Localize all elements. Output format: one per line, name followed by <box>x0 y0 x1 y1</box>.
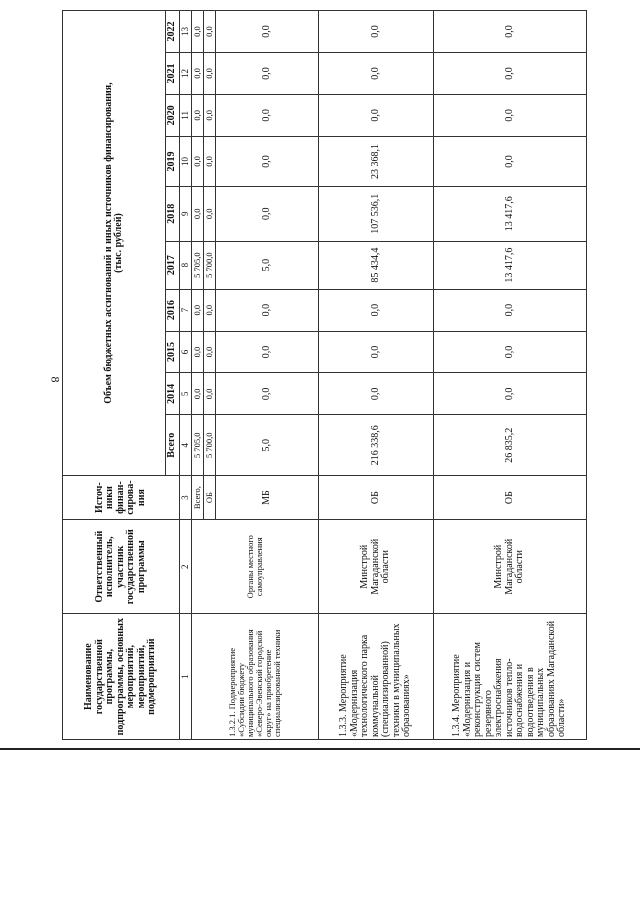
row1-source: Всего, <box>191 476 203 520</box>
col-number: 2 <box>179 520 191 614</box>
cell: 5 700,0 <box>203 415 215 476</box>
cell: 0,0 <box>318 289 433 331</box>
cell: 0,0 <box>433 94 586 136</box>
row3-source: ОБ <box>433 476 586 520</box>
cell: 0,0 <box>203 331 215 373</box>
row1-name: 1.3.2.1. Подмероприятие «Субсидии бюджету муниципального образования «Северо-Эвенский городской округ» на приобретение специализированной техники <box>191 614 318 740</box>
cell: 5 705,0 <box>191 241 203 289</box>
col-number: 10 <box>179 136 191 186</box>
cell: 13 417,6 <box>433 187 586 241</box>
header-year: 2021 <box>166 53 180 95</box>
cell: 0,0 <box>203 11 215 53</box>
cell: 107 536,1 <box>318 187 433 241</box>
header-year: 2014 <box>166 373 180 415</box>
header-year: 2022 <box>166 11 180 53</box>
header-year: 2018 <box>166 187 180 241</box>
cell: 0,0 <box>215 373 318 415</box>
cell: 0,0 <box>433 136 586 186</box>
row3-executor: Минстрой Магаданской области <box>433 520 586 614</box>
cell: 85 434,4 <box>318 241 433 289</box>
header-executor: Ответственный исполнитель, участник государственной программы <box>63 520 180 614</box>
page-number: 8 <box>48 376 63 383</box>
cell: 0,0 <box>215 136 318 186</box>
budget-table <box>62 10 587 740</box>
cell: 0,0 <box>203 136 215 186</box>
cell: 5 700,0 <box>203 241 215 289</box>
cell: 0,0 <box>215 331 318 373</box>
header-volume <box>63 11 166 476</box>
cell: 0,0 <box>318 373 433 415</box>
header-volume-unit: (тыс. рублей) <box>113 213 124 273</box>
cell: 0,0 <box>433 53 586 95</box>
header-name: Наименование государственной программы, подпрограммы, основных мероприятий, мероприятий, подмероприятий <box>63 614 180 740</box>
header-source: Источ-ники финан-сирова-ния <box>63 476 180 520</box>
header-year: 2015 <box>166 331 180 373</box>
col-number: 13 <box>179 11 191 53</box>
col-number: 9 <box>179 187 191 241</box>
cell: 0,0 <box>191 373 203 415</box>
cell: 0,0 <box>203 94 215 136</box>
cell: 23 368,1 <box>318 136 433 186</box>
cell: 0,0 <box>191 136 203 186</box>
cell: 0,0 <box>215 94 318 136</box>
header-year: 2019 <box>166 136 180 186</box>
cell: 0,0 <box>191 11 203 53</box>
row1-source: ОБ <box>203 476 215 520</box>
cell: 0,0 <box>433 331 586 373</box>
col-number: 5 <box>179 373 191 415</box>
header-volume-title: Объем бюджетных ассигнований и иных источников финансирования, <box>102 82 114 404</box>
cell: 5,0 <box>215 415 318 476</box>
cell: 0,0 <box>203 289 215 331</box>
row2-name: 1.3.3. Мероприятие «Модернизация технологического парка коммунальной (специализированной) техники в муниципальных образованиях» <box>318 614 433 740</box>
row2-source: ОБ <box>318 476 433 520</box>
cell: 0,0 <box>191 94 203 136</box>
col-number: 7 <box>179 289 191 331</box>
cell: 216 338,6 <box>318 415 433 476</box>
col-number: 6 <box>179 331 191 373</box>
col-number: 4 <box>179 415 191 476</box>
cell: 0,0 <box>215 289 318 331</box>
row1-executor: Органы местного самоуправления <box>191 520 318 614</box>
row2-executor: Минстрой Магаданской области <box>318 520 433 614</box>
cell: 0,0 <box>318 331 433 373</box>
col-number: 3 <box>179 476 191 520</box>
cell: 0,0 <box>318 11 433 53</box>
cell: 0,0 <box>215 11 318 53</box>
cell: 0,0 <box>215 187 318 241</box>
row1-source: МБ <box>215 476 318 520</box>
cell: 0,0 <box>203 53 215 95</box>
col-number: 12 <box>179 53 191 95</box>
cell: 0,0 <box>433 11 586 53</box>
cell: 0,0 <box>215 53 318 95</box>
header-year: 2016 <box>166 289 180 331</box>
col-number: 1 <box>179 614 191 740</box>
divider-line <box>0 748 640 750</box>
cell: 0,0 <box>318 53 433 95</box>
cell: 0,0 <box>191 289 203 331</box>
col-number: 8 <box>179 241 191 289</box>
cell: 13 417,6 <box>433 241 586 289</box>
cell: 0,0 <box>203 373 215 415</box>
header-year: 2020 <box>166 94 180 136</box>
header-total: Всего <box>166 415 180 476</box>
cell: 0,0 <box>433 289 586 331</box>
row3-name: 1.3.4. Мероприятие «Модернизация и реконструкция систем резервного электроснабжения источников тепло-водоснабжения и водоотведения в муниципальных образованиях Магаданской области» <box>433 614 586 740</box>
rotated-table-container <box>62 10 632 740</box>
cell: 5 705,0 <box>191 415 203 476</box>
cell: 26 835,2 <box>433 415 586 476</box>
cell: 0,0 <box>191 187 203 241</box>
col-number: 11 <box>179 94 191 136</box>
cell: 0,0 <box>203 187 215 241</box>
cell: 0,0 <box>433 373 586 415</box>
cell: 5,0 <box>215 241 318 289</box>
cell: 0,0 <box>191 53 203 95</box>
cell: 0,0 <box>318 94 433 136</box>
header-year: 2017 <box>166 241 180 289</box>
cell: 0,0 <box>191 331 203 373</box>
